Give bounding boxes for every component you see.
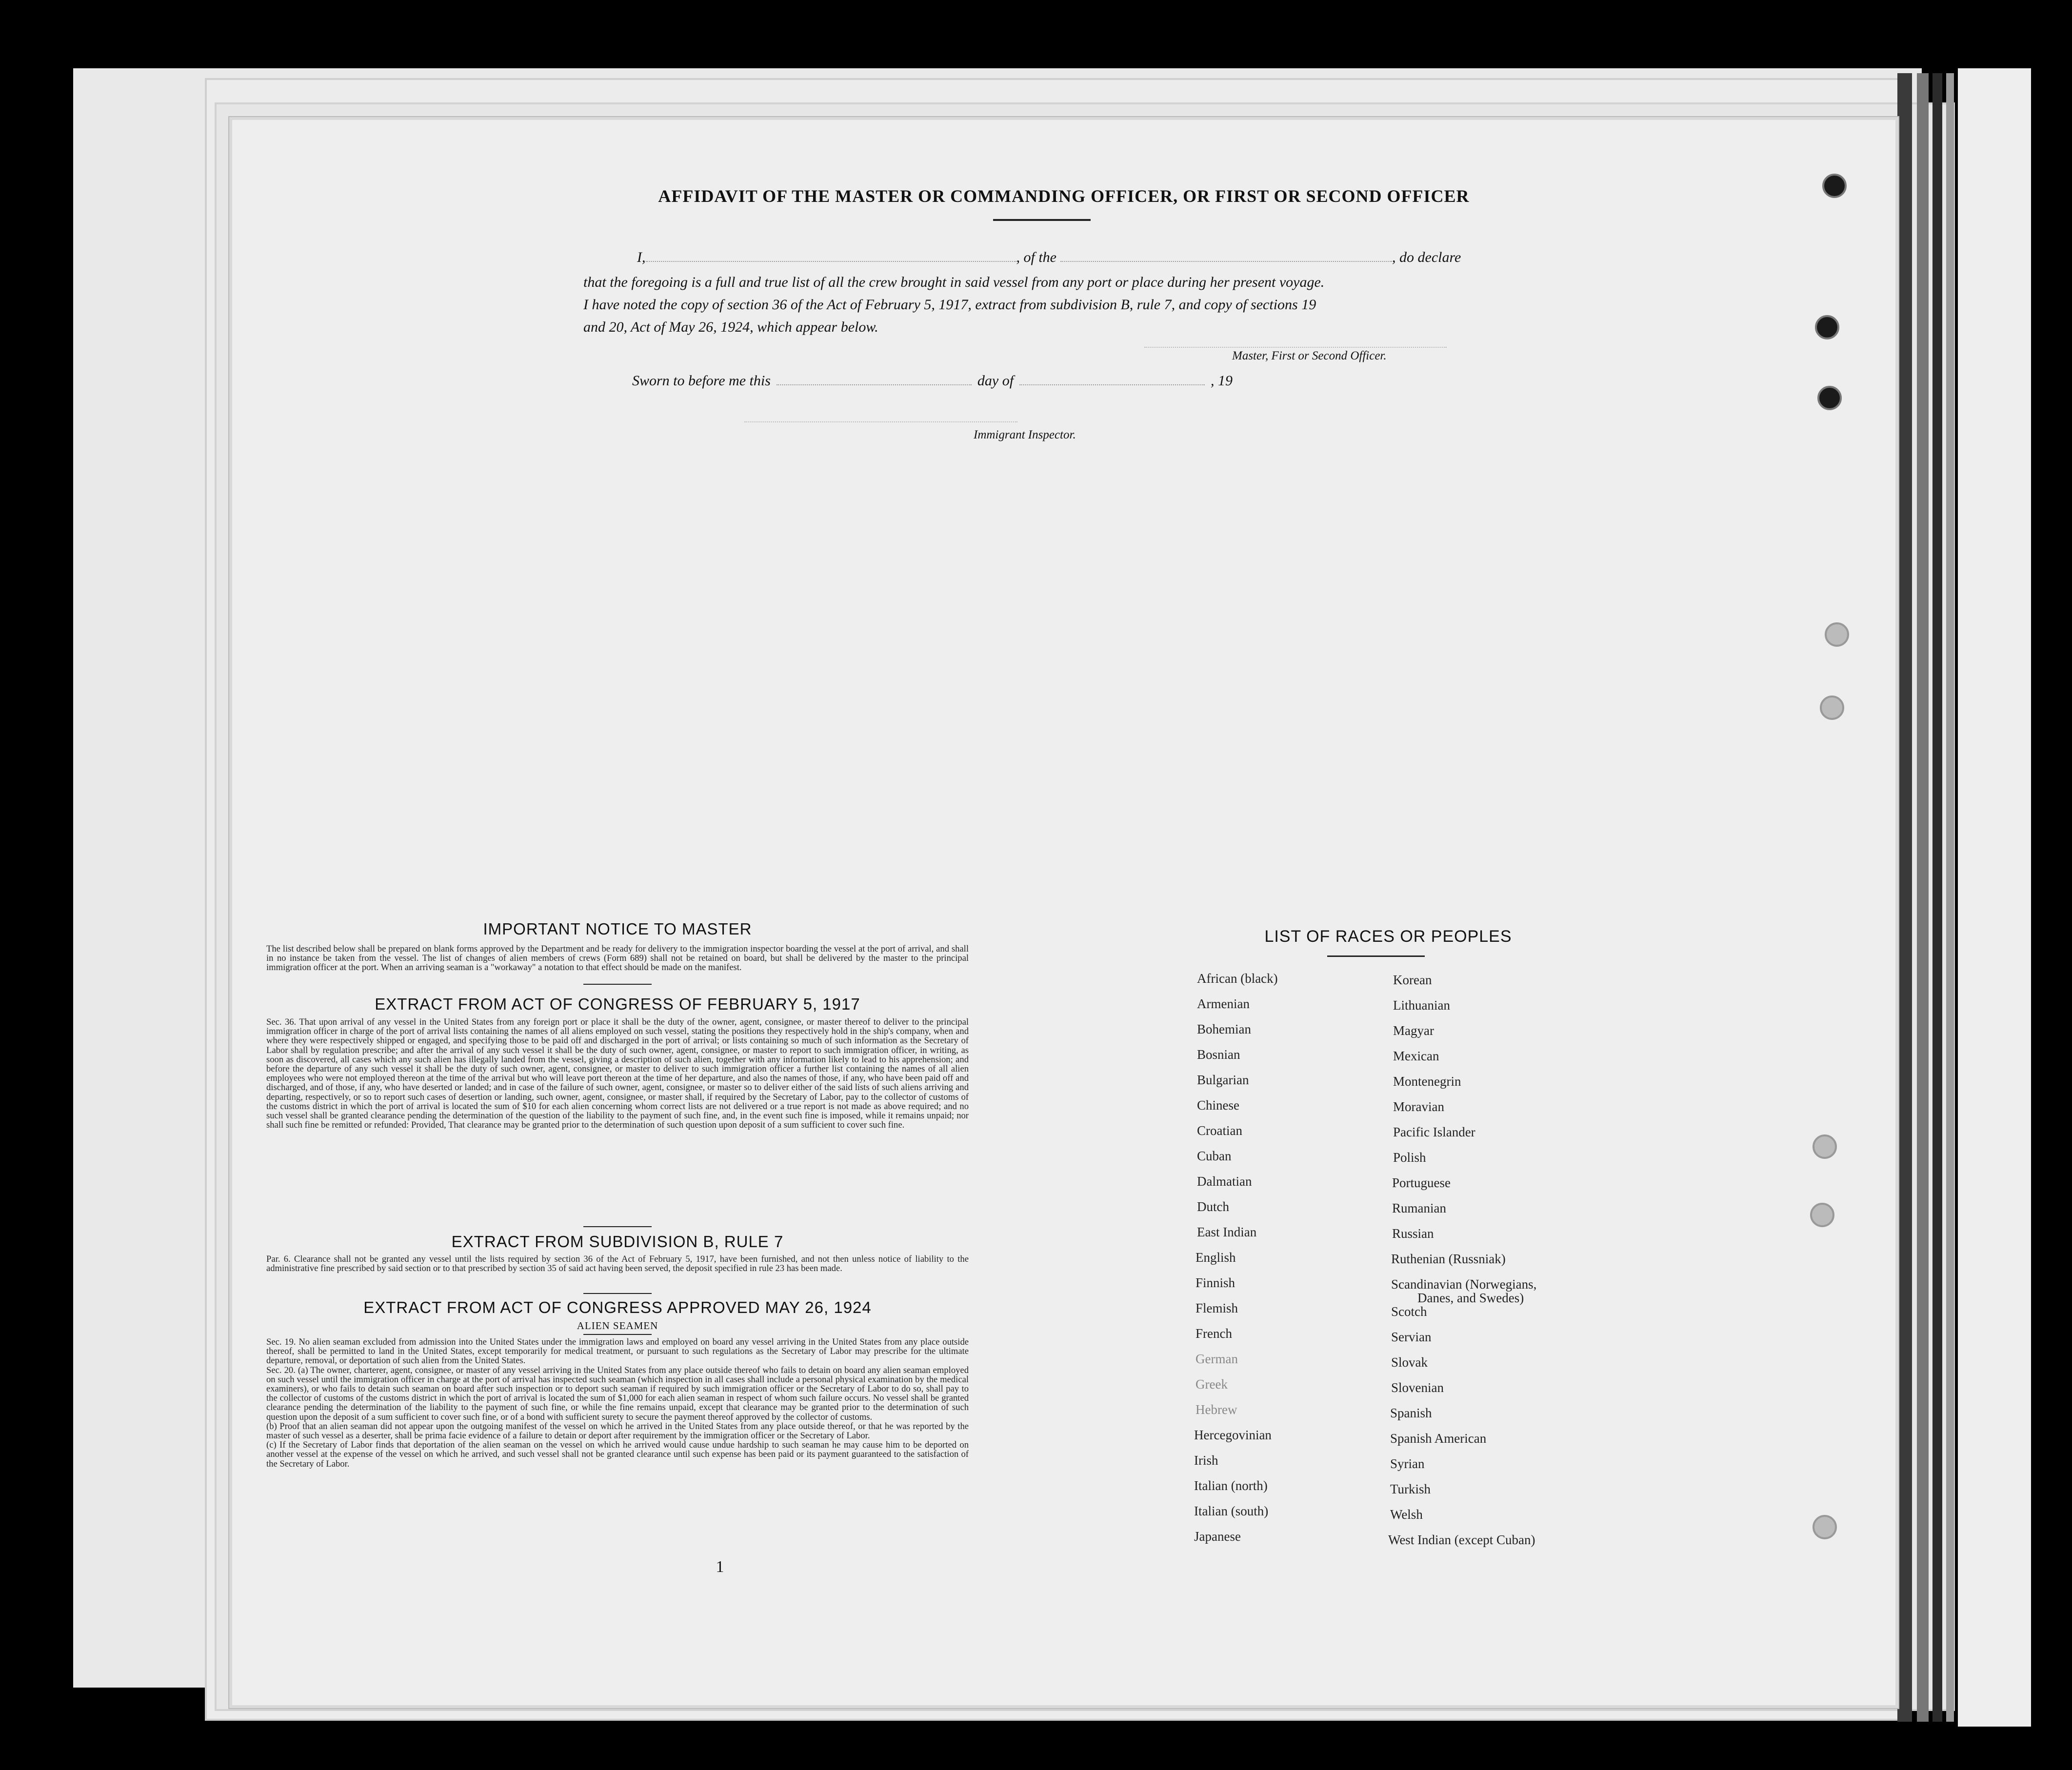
race-item: Magyar [1393,1023,1434,1038]
race-item: Croatian [1197,1123,1242,1138]
race-item: African (black) [1197,971,1278,986]
affidavit-line-3: I have noted the copy of section 36 of the Act of February 5, 1917, extract from subdivision B, rule 7, and copy of sections 19 [583,297,1316,313]
name-blank[interactable] [646,261,1016,262]
year-text: , 19 [1211,373,1233,389]
race-item: Portuguese [1392,1175,1451,1190]
race-item: Polish [1393,1150,1426,1165]
race-item: Bosnian [1197,1047,1240,1062]
vessel-blank[interactable] [1060,261,1392,262]
punch-hole [1815,315,1839,339]
notice-title: IMPORTANT NOTICE TO MASTER [483,920,752,938]
sec-20b-paragraph: (b) Proof that an alien seaman did not appear upon the outgoing manifest of the vessel on which he arrived in the United States from any place outside thereof, or that he was reported by the master of such vessel as a deserter, shall be prima facie evidence of a failure to detain or deport after requirement by the immigration officer or the Secretary of Labor. [266,1421,969,1441]
race-item: Servian [1391,1330,1432,1344]
punch-hole [1817,386,1842,410]
race-item: German [1195,1352,1238,1366]
sworn-date-blank[interactable] [777,384,972,385]
document-page [229,117,1898,1708]
sec-20c-paragraph: (c) If the Secretary of Labor finds that deportation of the alien seaman on the vessel on which he arrived would cause undue hardship to such seaman he may cause him to be deported on another vessel at the expense of the vessel on which he arrived, and such vessel shall not be granted clearance until such expense has been paid or its payment guaranteed to the satisfaction of the Secretary of Labor. [266,1440,969,1469]
race-item: East Indian [1197,1225,1257,1239]
race-item: Cuban [1197,1149,1232,1163]
punch-hole [1820,696,1844,720]
race-item: Spanish [1390,1406,1432,1420]
section-rule [583,1334,652,1335]
sworn-month-blank[interactable] [1019,384,1205,385]
race-item: Montenegrin [1393,1074,1461,1089]
extract-1924-text [266,1337,969,1469]
race-item: Slovak [1391,1355,1428,1370]
page-stack-edge [1897,73,1912,1722]
race-item: English [1195,1250,1236,1265]
declarant-prefix: I, [637,249,646,265]
races-title: LIST OF RACES OR PEOPLES [1264,927,1512,946]
race-item: Lithuanian [1393,998,1450,1013]
race-item: Russian [1392,1226,1434,1241]
race-item: Korean [1393,973,1432,987]
race-item: Slovenian [1391,1380,1444,1395]
page-stack-edge [1917,73,1929,1722]
notice-text: The list described below shall be prepared on blank forms approved by the Department and be ready for delivery to the immigration inspector boarding the vessel at the port of arrival, and shall in no instance be taken from the vessel. The list of changes of alien members of crews (Form 689) shall not be retained on board, but shall be delivered by the master to the principal immigration officer at the port. When an arriving seaman is a "workaway" a notation to that effect should be made on the manifest. [266,944,969,973]
race-item: Bulgarian [1197,1073,1249,1087]
race-item: Armenian [1197,996,1250,1011]
race-item: Danes, and Swedes) [1417,1291,1524,1305]
punch-hole [1810,1203,1834,1227]
race-item: Syrian [1390,1456,1425,1471]
race-item: Rumanian [1392,1201,1446,1215]
day-of-text: day of [977,373,1014,389]
race-item: Ruthenian (Russniak) [1391,1252,1506,1266]
race-item: Pacific Islander [1393,1125,1475,1139]
race-item: Scotch [1391,1304,1427,1319]
affidavit-line-2: that the foregoing is a full and true list of all the crew brought in said vessel from any port or place during her present voyage. [583,274,1325,290]
extract-1917-text: Sec. 36. That upon arrival of any vessel in the United States from any foreign port or place it shall be the duty of the owner, agent, consignee, or master thereof to deliver to the principal immigration officer in charge of the port of arrival lists containing the names of all aliens employed on such vessel, stating the positions they respectively hold in the ship's company, when and where they were respectively shipped or engaged, and specifying those to be paid off and discharged in the port of arrival; or lists containing so much of such information as the Secretary of Labor shall by regulation prescribe; and after the arrival of any such vessel it shall be the duty of such owner, agent, consignee, or master to report to such immigration officer, in writing, as soon as discovered, all cases which any such alien has illegally landed from the vessel, giving a description of such alien, together with any information likely to lead to his apprehension; and before the departure of any such vessel it shall be the duty of such owner, agent, consignee, or master to deliver to such immigration officer a further list containing the names of all alien employees who were not employed thereon at the time of the arrival but who will leave port thereon at the time of her departure, and also the names of those, if any, who have been paid off and discharged, and of those, if any, who have deserted or landed; and in case of the failure of such owner, agent, consignee, or master so to deliver either of the said lists of such aliens arriving and departing, respectively, or so to report such cases of desertion or landing, such owner, agent, consignee, or master shall, if required by the Secretary of Labor, pay to the collector of customs of the customs district in which the port of arrival is located the sum of $10 for each alien concerning whom correct lists are not delivered or a true report is not made as above required; and no such vessel shall be granted clearance pending the determination of the question of the liability to the payment of such fine, and, in the event such fine is imposed, while it remains unpaid; nor shall such fine be remitted or refunded: Provided, That clearance may be granted prior to the determination of such question upon deposit of a sum sufficient to cover such fine. [266,1017,969,1131]
race-item: French [1195,1326,1232,1341]
vessel-prefix: , of the [1016,249,1056,265]
page-stack-edge [1933,73,1942,1722]
sworn-line [632,373,1233,389]
race-item: Welsh [1390,1507,1423,1522]
sec-20a-paragraph: Sec. 20. (a) The owner, charterer, agent, consignee, or master of any vessel arriving in the United States from any place outside thereof who fails to detain on board any alien seaman employed on such vessel until the immigration officer in charge at the port of arrival has inspected such seaman (which inspection in all cases shall include a personal physical examination by the medical examiners), or who fails to detain such seaman on board after such inspection or to deport such seaman if required by such immigration officer or the Secretary of Labor to do so, shall pay to the collector of customs of the customs district in which the port of arrival is located the sum of $1,000 for each alien seaman in respect of whom such failure occurs. No vessel shall be granted clearance pending the determination of the liability to the payment of such fine, or while the fine remains unpaid, except that clearance may be granted prior to the determination of such question upon the deposit of a sum sufficient to cover such fine, or of a bond with sufficient surety to secure the payment thereof approved by the collector of customs. [266,1365,969,1422]
signature-line[interactable] [1144,347,1447,348]
race-item: Dutch [1197,1199,1229,1214]
inspector-signature-line[interactable] [744,421,1017,422]
title-rule [993,219,1091,221]
affidavit-title: AFFIDAVIT OF THE MASTER OR COMMANDING OFFICER, OR FIRST OR SECOND OFFICER [658,186,1470,206]
section-rule [583,1226,652,1227]
race-item: Italian (south) [1194,1504,1269,1518]
declare-suffix: , do declare [1392,249,1461,265]
race-item: Dalmatian [1197,1174,1252,1189]
punch-hole [1825,622,1849,647]
race-item: Italian (north) [1194,1478,1268,1493]
race-item: Finnish [1195,1275,1235,1290]
affidavit-line-1 [637,249,1559,266]
race-item: Turkish [1390,1482,1431,1496]
page-number: 1 [716,1558,724,1576]
race-item: Japanese [1194,1529,1241,1544]
page-stack-edge [1958,68,2031,1727]
race-item: Chinese [1197,1098,1239,1113]
race-item: Mexican [1393,1049,1439,1063]
races-title-rule [1327,955,1425,957]
alien-seamen-subtitle: ALIEN SEAMEN [577,1320,658,1332]
punch-hole [1813,1515,1837,1539]
race-item: Flemish [1195,1301,1238,1315]
rule7-title: EXTRACT FROM SUBDIVISION B, RULE 7 [451,1233,784,1251]
race-item: Greek [1195,1377,1228,1392]
rule7-text: Par. 6. Clearance shall not be granted any vessel until the lists required by section 36 of the Act of February 5, 1917, have been furnished, and not then unless notice of liability to the administrative fine prescribed by said section or to that prescribed by section 35 of said act having been served, the deposit specified in rule 23 has been made. [266,1254,969,1274]
sec-19-paragraph: Sec. 19. No alien seaman excluded from admission into the United States under the immigration laws and employed on board any vessel arriving in the United States from any place outside thereof, shall be permitted to land in the United States, except temporarily for medical treatment, or pursuant to such regulations as the Secretary of Labor may prescribe for the ultimate departure, removal, or deportation of such alien from the United States. [266,1337,969,1366]
signature-label: Master, First or Second Officer. [1232,349,1387,362]
race-item: Irish [1194,1453,1218,1468]
sworn-text: Sworn to before me this [632,373,771,389]
race-item: Moravian [1393,1099,1444,1114]
affidavit-line-4: and 20, Act of May 26, 1924, which appear below. [583,319,878,335]
inspector-label: Immigrant Inspector. [974,428,1076,441]
section-rule [583,1293,652,1294]
race-item: Hebrew [1195,1402,1237,1417]
extract-1917-title: EXTRACT FROM ACT OF CONGRESS OF FEBRUARY 5, 1917 [375,995,860,1013]
page-stack-edge [1946,73,1954,1722]
race-item: Hercegovinian [1194,1428,1272,1442]
punch-hole [1813,1134,1837,1159]
race-item: Scandinavian (Norwegians, [1391,1277,1537,1292]
race-item: Spanish American [1390,1431,1487,1446]
race-item: Bohemian [1197,1022,1251,1036]
extract-1924-title: EXTRACT FROM ACT OF CONGRESS APPROVED MAY 26, 1924 [363,1298,872,1316]
race-item: West Indian (except Cuban) [1388,1532,1535,1547]
section-rule [583,984,652,985]
